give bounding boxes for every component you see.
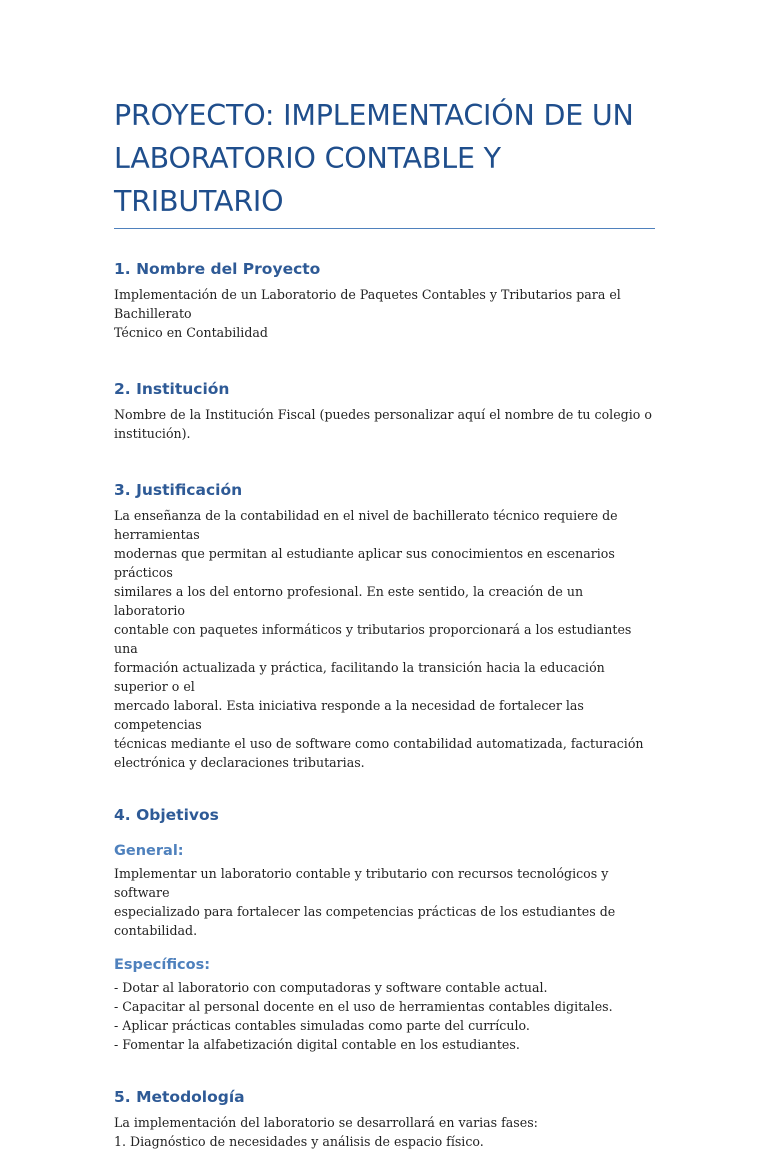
list-item: - Dotar al laboratorio con computadoras y software contable actual. bbox=[114, 980, 548, 995]
list-item: - Fomentar la alfabetización digital contable en los estudiantes. bbox=[114, 1037, 520, 1052]
section-body-nombre: Implementación de un Laboratorio de Paquetes Contables y Tributarios para el Bachillerato Técnico en Contabilidad bbox=[114, 287, 621, 340]
subheading-general: General: bbox=[114, 843, 184, 859]
section-heading-institucion: 2. Institución bbox=[114, 380, 230, 398]
document-content bbox=[114, 94, 656, 1151]
section-heading-objetivos: 4. Objetivos bbox=[114, 806, 219, 824]
document-title-line-1: PROYECTO: IMPLEMENTACIÓN DE UN bbox=[114, 99, 634, 132]
objetivos-especificos-list bbox=[114, 978, 656, 1054]
section-body-metodologia: La implementación del laboratorio se desarrollará en varias fases: 1. Diagnóstico de necesidades y análisis de espacio físico. bbox=[114, 1115, 538, 1149]
section-heading-metodologia: 5. Metodología bbox=[114, 1088, 245, 1106]
list-item: - Aplicar prácticas contables simuladas como parte del currículo. bbox=[114, 1018, 530, 1033]
title-underline bbox=[114, 228, 655, 229]
document-title bbox=[114, 94, 656, 223]
section-heading-justificacion: 3. Justificación bbox=[114, 481, 243, 499]
section-heading-nombre: 1. Nombre del Proyecto bbox=[114, 260, 321, 278]
document-title-line-2: LABORATORIO CONTABLE Y TRIBUTARIO bbox=[114, 142, 501, 218]
section-body-institucion: Nombre de la Institución Fiscal (puedes personalizar aquí el nombre de tu colegio o institución). bbox=[114, 407, 652, 441]
section-body-justificacion: La enseñanza de la contabilidad en el nivel de bachillerato técnico requiere de herramientas modernas que permitan al estudiante aplicar sus conocimientos en escenarios prácticos similares a los del entorno profesional. En este sentido, la creación de un laboratorio contable con paquetes informáticos y tributarios proporcionará a los estudiantes una formación actualizada y práctica, facilitando la transición hacia la educación superior o el mercado laboral. Esta iniciativa responde a la necesidad de fortalecer las competencias técnicas mediante el uso de software como contabilidad automatizada, facturación electrónica y declaraciones tributarias. bbox=[114, 508, 644, 770]
list-item: - Capacitar al personal docente en el uso de herramientas contables digitales. bbox=[114, 999, 613, 1014]
subheading-especificos: Específicos: bbox=[114, 957, 211, 973]
objetivo-general-text: Implementar un laboratorio contable y tributario con recursos tecnológicos y software especializado para fortalecer las competencias prácticas de los estudiantes de contabilidad. bbox=[114, 866, 616, 938]
